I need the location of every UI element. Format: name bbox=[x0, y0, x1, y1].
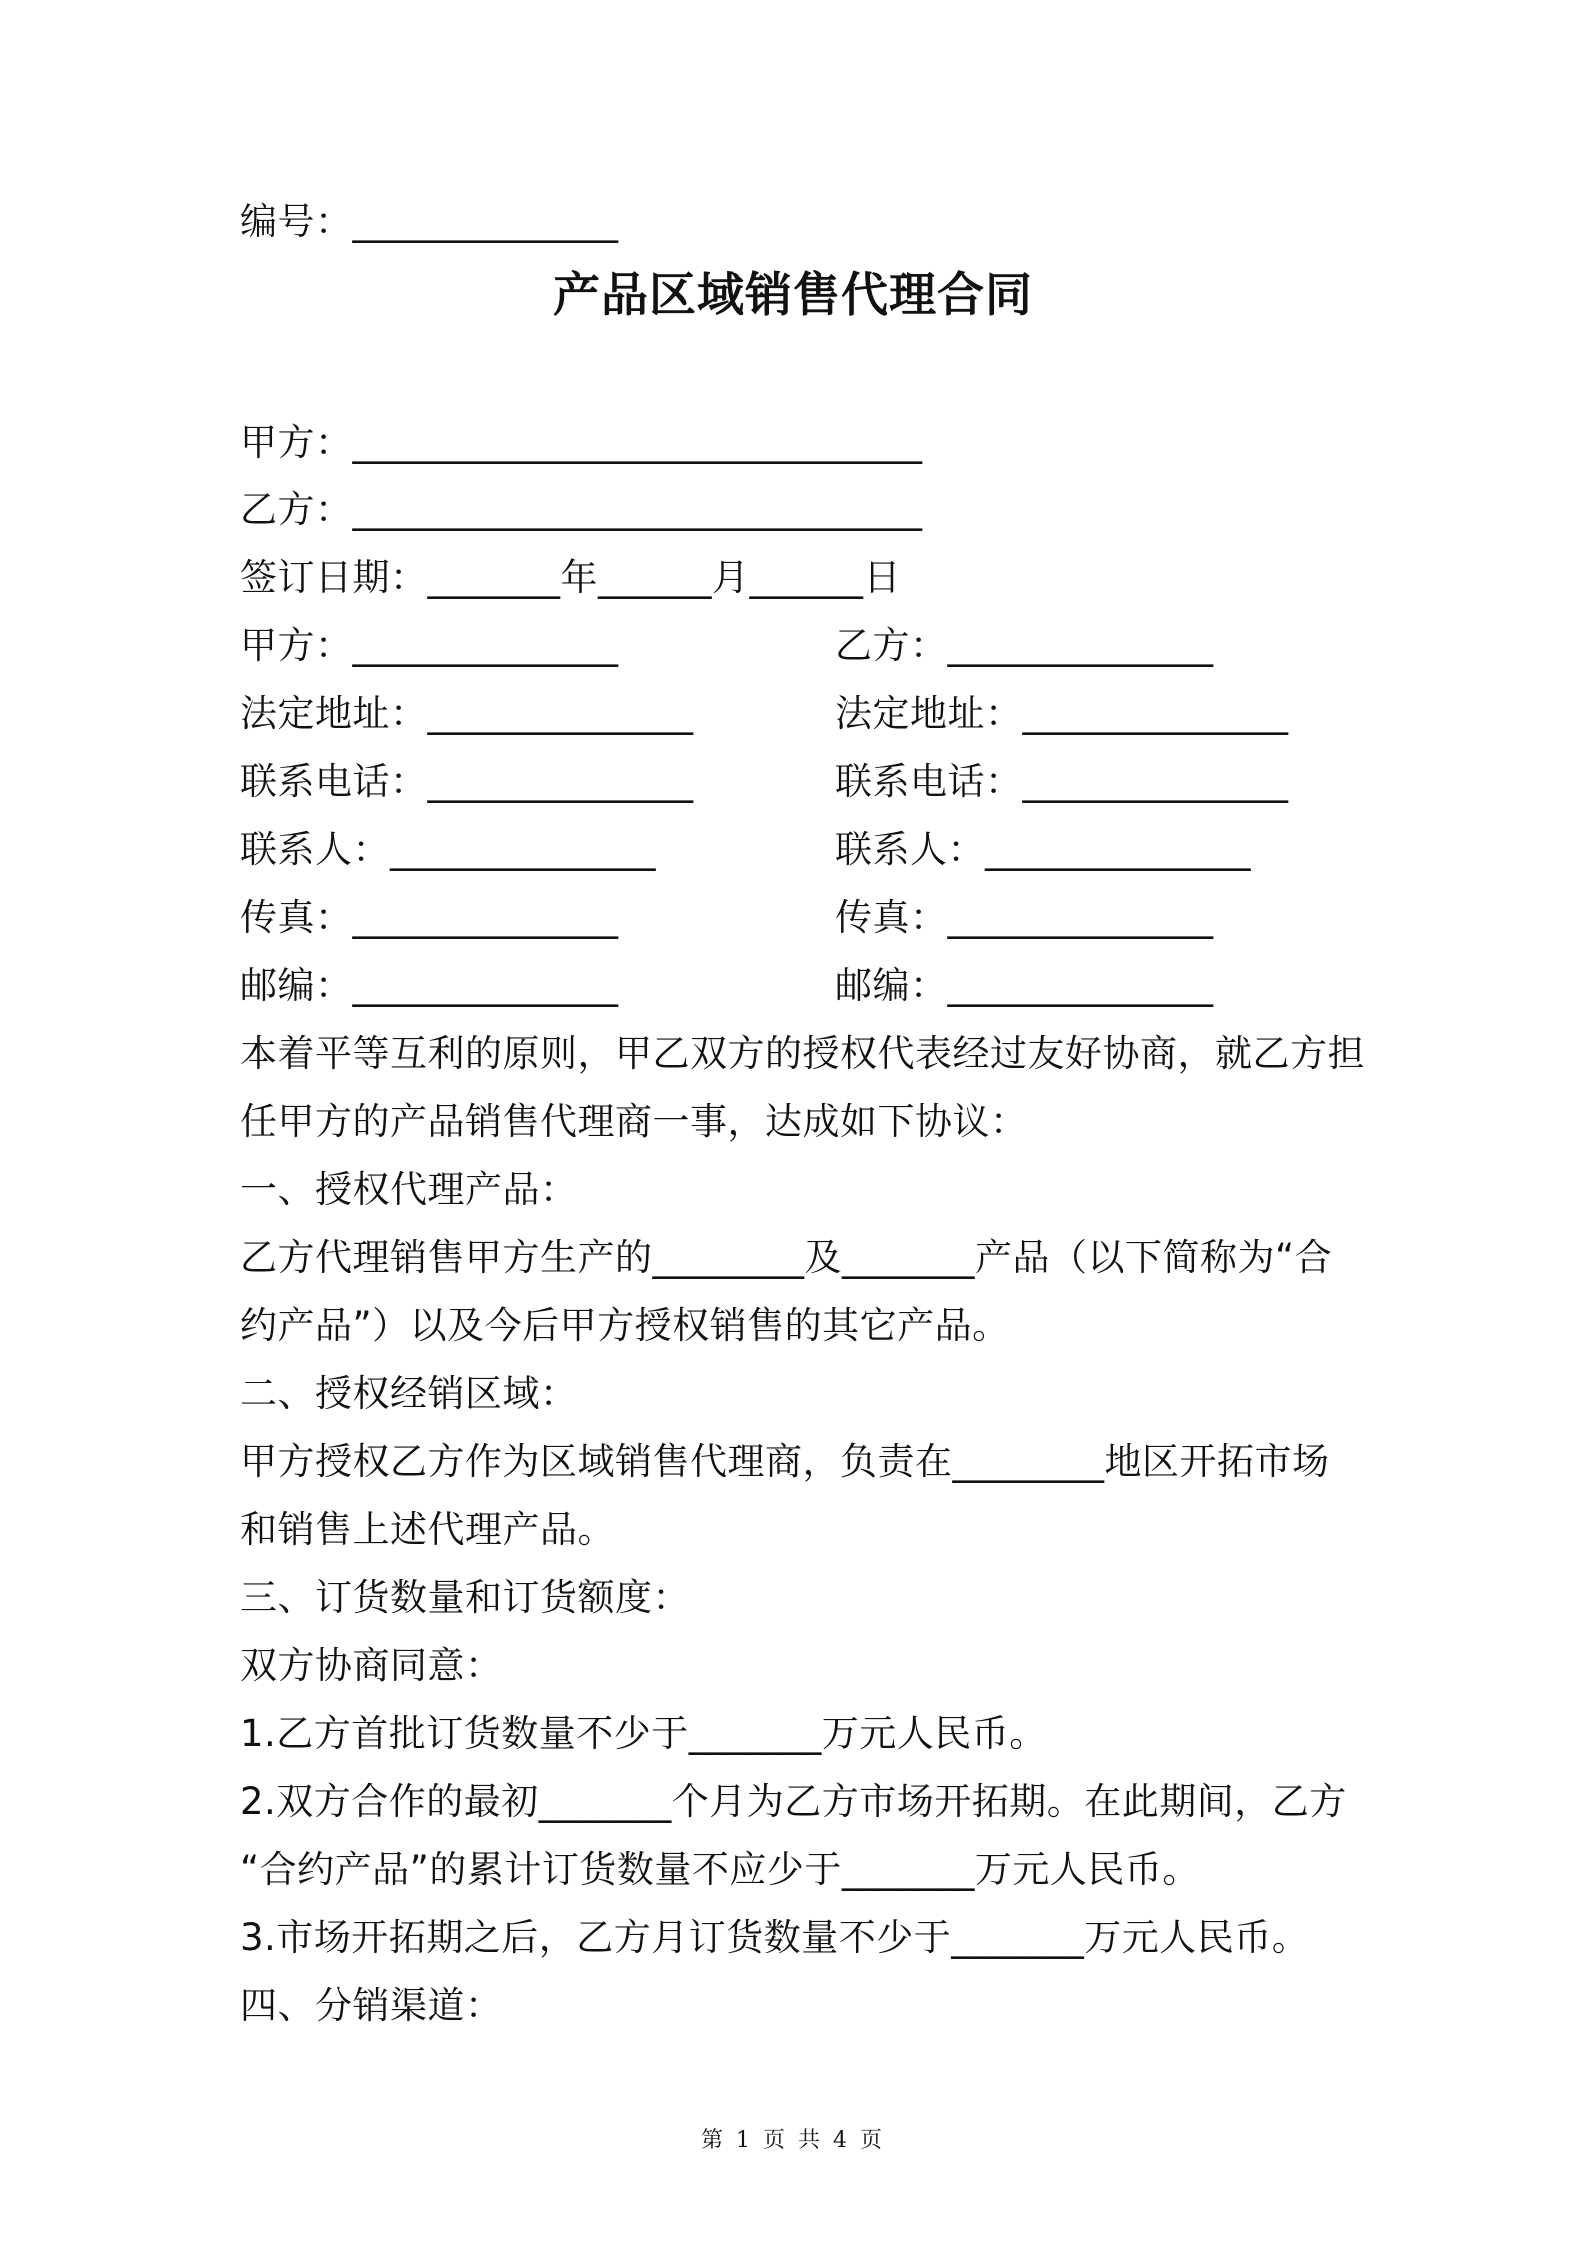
document-title: 产品区域销售代理合同 bbox=[553, 268, 1033, 323]
party-b-name-field: 乙方：______________ bbox=[835, 624, 1214, 667]
party-a-field: 甲方：______________________________ bbox=[240, 421, 923, 464]
party-b-contact-field: 联系人：______________ bbox=[835, 828, 1251, 871]
party-a-postcode-field: 邮编：______________ bbox=[240, 964, 619, 1007]
party-b-fax-field: 传真：______________ bbox=[835, 896, 1214, 939]
party-a-fax-field: 传真：______________ bbox=[240, 896, 619, 939]
section-heading: 四、分销渠道： bbox=[240, 1984, 503, 2027]
list-item-continuation: “合约产品”的累计订货数量不应少于_______万元人民币。 bbox=[240, 1848, 1200, 1891]
party-b-field: 乙方：______________________________ bbox=[240, 488, 923, 531]
party-a-address-field: 法定地址：______________ bbox=[240, 692, 694, 735]
body-line: 任甲方的产品销售代理商一事，达成如下协议： bbox=[240, 1100, 1028, 1143]
list-item: 2.双方合作的最初_______个月为乙方市场开拓期。在此期间，乙方 bbox=[240, 1780, 1347, 1823]
party-a-name-field: 甲方：______________ bbox=[240, 624, 619, 667]
body-line: 约产品”）以及今后甲方授权销售的其它产品。 bbox=[240, 1304, 1010, 1347]
body-line: 甲方授权乙方作为区域销售代理商，负责在________地区开拓市场 bbox=[240, 1440, 1330, 1483]
section-heading: 二、授权经销区域： bbox=[240, 1372, 578, 1415]
section-heading: 一、授权代理产品： bbox=[240, 1168, 578, 1211]
list-item: 1.乙方首批订货数量不少于_______万元人民币。 bbox=[240, 1712, 1047, 1755]
section-heading: 三、订货数量和订货额度： bbox=[240, 1576, 690, 1619]
body-line: 和销售上述代理产品。 bbox=[240, 1508, 615, 1551]
sign-date-field: 签订日期：_______年______月______日 bbox=[240, 556, 901, 599]
page-footer: 第 1 页 共 4 页 bbox=[701, 2128, 885, 2153]
contract-number-field: 编号：______________ bbox=[240, 200, 619, 243]
party-b-address-field: 法定地址：______________ bbox=[835, 692, 1289, 735]
party-b-postcode-field: 邮编：______________ bbox=[835, 964, 1214, 1007]
body-line: 本着平等互利的原则，甲乙双方的授权代表经过友好协商，就乙方担 bbox=[240, 1032, 1365, 1075]
body-line: 乙方代理销售甲方生产的________及_______产品（以下简称为“合 bbox=[240, 1236, 1333, 1279]
list-item: 3.市场开拓期之后，乙方月订货数量不少于_______万元人民币。 bbox=[240, 1916, 1310, 1959]
body-line: 双方协商同意： bbox=[240, 1644, 503, 1687]
party-a-phone-field: 联系电话：______________ bbox=[240, 760, 694, 803]
party-b-phone-field: 联系电话：______________ bbox=[835, 760, 1289, 803]
party-a-contact-field: 联系人：______________ bbox=[240, 828, 656, 871]
